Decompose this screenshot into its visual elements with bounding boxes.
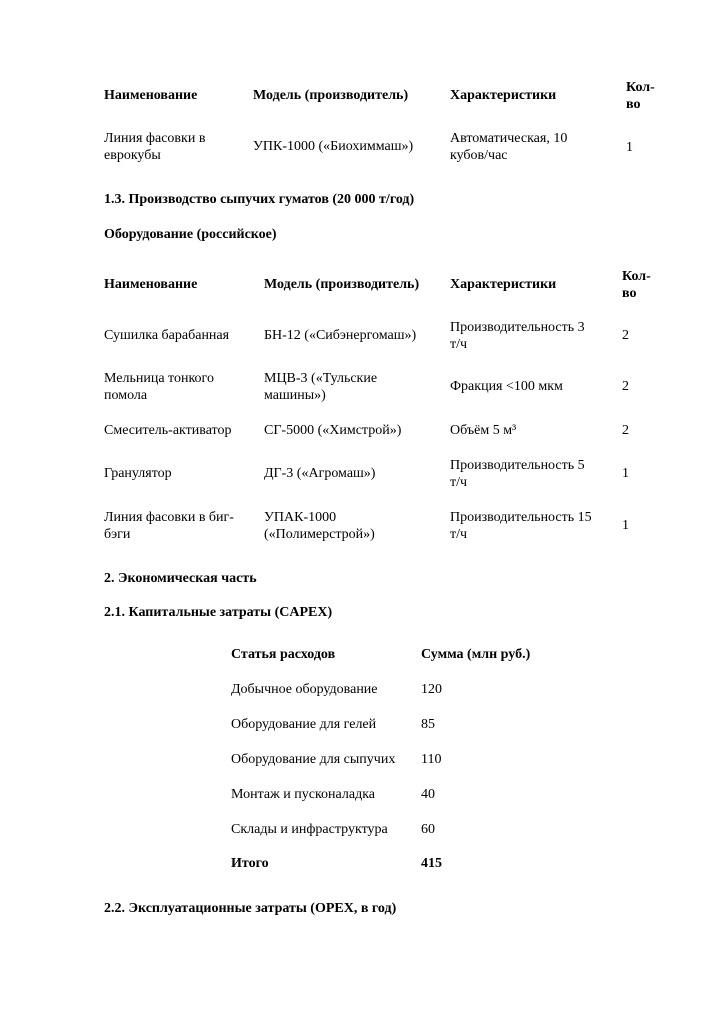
section-1-3-heading: 1.3. Производство сыпучих гуматов (20 000 т/год) [104, 192, 415, 207]
t2-row-3-specs: Объём 5 м³ [450, 423, 517, 438]
t2-row-1-qty: 2 [622, 328, 629, 343]
section-2-2-heading: 2.2. Эксплуатационные затраты (OPEX, в год) [104, 901, 397, 916]
t1-header-model: Модель (производитель) [253, 88, 409, 103]
t1-header-specs: Характеристики [450, 88, 557, 103]
t1-row-specs: Автоматическая, 10 кубов/час [450, 131, 568, 163]
capex-header-item: Статья расходов [231, 647, 336, 662]
capex-total-amount: 415 [421, 856, 442, 871]
capex-row-2-amount: 85 [421, 717, 435, 732]
t2-row-5-specs: Производительность 15 т/ч [450, 510, 592, 542]
t1-header-name: Наименование [104, 88, 198, 103]
capex-row-4-amount: 40 [421, 787, 435, 802]
section-2-heading: 2. Экономическая часть [104, 571, 257, 586]
t2-row-4-specs: Производительность 5 т/ч [450, 458, 585, 490]
t2-header-name: Наименование [104, 277, 198, 292]
t2-row-5-name: Линия фасовки в биг- бэги [104, 510, 234, 542]
t2-row-2-specs: Фракция <100 мкм [450, 379, 563, 394]
t2-row-2-qty: 2 [622, 379, 629, 394]
capex-row-5-item: Склады и инфраструктура [231, 822, 388, 837]
t1-row-model: УПК-1000 («Биохиммаш») [253, 139, 414, 154]
t1-header-qty: Кол- во [626, 80, 655, 112]
t2-header-specs: Характеристики [450, 277, 557, 292]
t2-row-1-specs: Производительность 3 т/ч [450, 320, 585, 352]
t2-row-1-model: БН-12 («Сибэнергомаш») [264, 328, 417, 343]
equipment-heading: Оборудование (российское) [104, 227, 277, 242]
t2-row-2-name: Мельница тонкого помола [104, 371, 214, 403]
t2-row-3-name: Смеситель-активатор [104, 423, 232, 438]
t2-row-5-qty: 1 [622, 518, 629, 533]
t2-row-5-model: УПАК-1000 («Полимерстрой») [264, 510, 375, 542]
section-2-1-heading: 2.1. Капитальные затраты (CAPEX) [104, 605, 333, 620]
capex-row-1-item: Добычное оборудование [231, 682, 378, 697]
capex-total-label: Итого [231, 856, 269, 871]
t2-header-model: Модель (производитель) [264, 277, 420, 292]
t2-row-1-name: Сушилка барабанная [104, 328, 230, 343]
capex-row-3-item: Оборудование для сыпучих [231, 752, 396, 767]
capex-header-amount: Сумма (млн руб.) [421, 647, 531, 662]
t2-row-2-model: МЦВ-3 («Тульские машины») [264, 371, 378, 403]
t2-row-3-qty: 2 [622, 423, 629, 438]
t2-header-qty: Кол- во [622, 269, 651, 301]
t2-row-4-qty: 1 [622, 466, 629, 481]
t1-row-qty: 1 [626, 140, 633, 155]
capex-row-2-item: Оборудование для гелей [231, 717, 377, 732]
t2-row-3-model: СГ-5000 («Химстрой») [264, 423, 402, 438]
capex-row-4-item: Монтаж и пусконаладка [231, 787, 376, 802]
t1-row-name: Линия фасовки в еврокубы [104, 131, 206, 163]
t2-row-4-name: Гранулятор [104, 466, 172, 481]
capex-row-3-amount: 110 [421, 752, 442, 767]
t2-row-4-model: ДГ-3 («Агромаш») [264, 466, 376, 481]
capex-row-1-amount: 120 [421, 682, 442, 697]
capex-row-5-amount: 60 [421, 822, 435, 837]
